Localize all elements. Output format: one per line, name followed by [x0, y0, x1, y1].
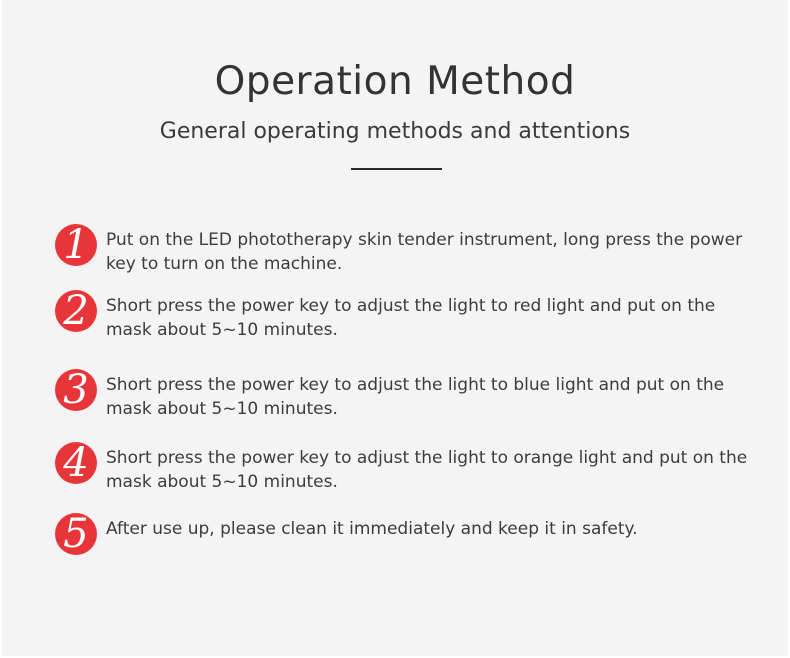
step-number-badge: 5 — [55, 513, 97, 555]
page-subtitle: General operating methods and attentions — [159, 119, 631, 144]
step-text: Short press the power key to adjust the light to orange light and put on the mask about 5~10 minutes. — [106, 448, 748, 492]
step-text: Put on the LED phototherapy skin tender instrument, long press the power key to turn on the machine. — [106, 230, 743, 274]
step-number-badge: 4 — [55, 442, 97, 484]
step-text: After use up, please clean it immediately and keep it in safety. — [106, 519, 638, 539]
step-number-badge: 2 — [55, 290, 97, 332]
step-number-badge: 3 — [55, 369, 97, 411]
step-text: Short press the power key to adjust the light to red light and put on the mask about 5~10 minutes. — [106, 296, 716, 340]
page-title: Operation Method — [214, 59, 576, 104]
step-number-badge: 1 — [55, 224, 97, 266]
title-divider — [351, 168, 442, 170]
step-text: Short press the power key to adjust the light to blue light and put on the mask about 5~10 minutes. — [106, 375, 725, 419]
